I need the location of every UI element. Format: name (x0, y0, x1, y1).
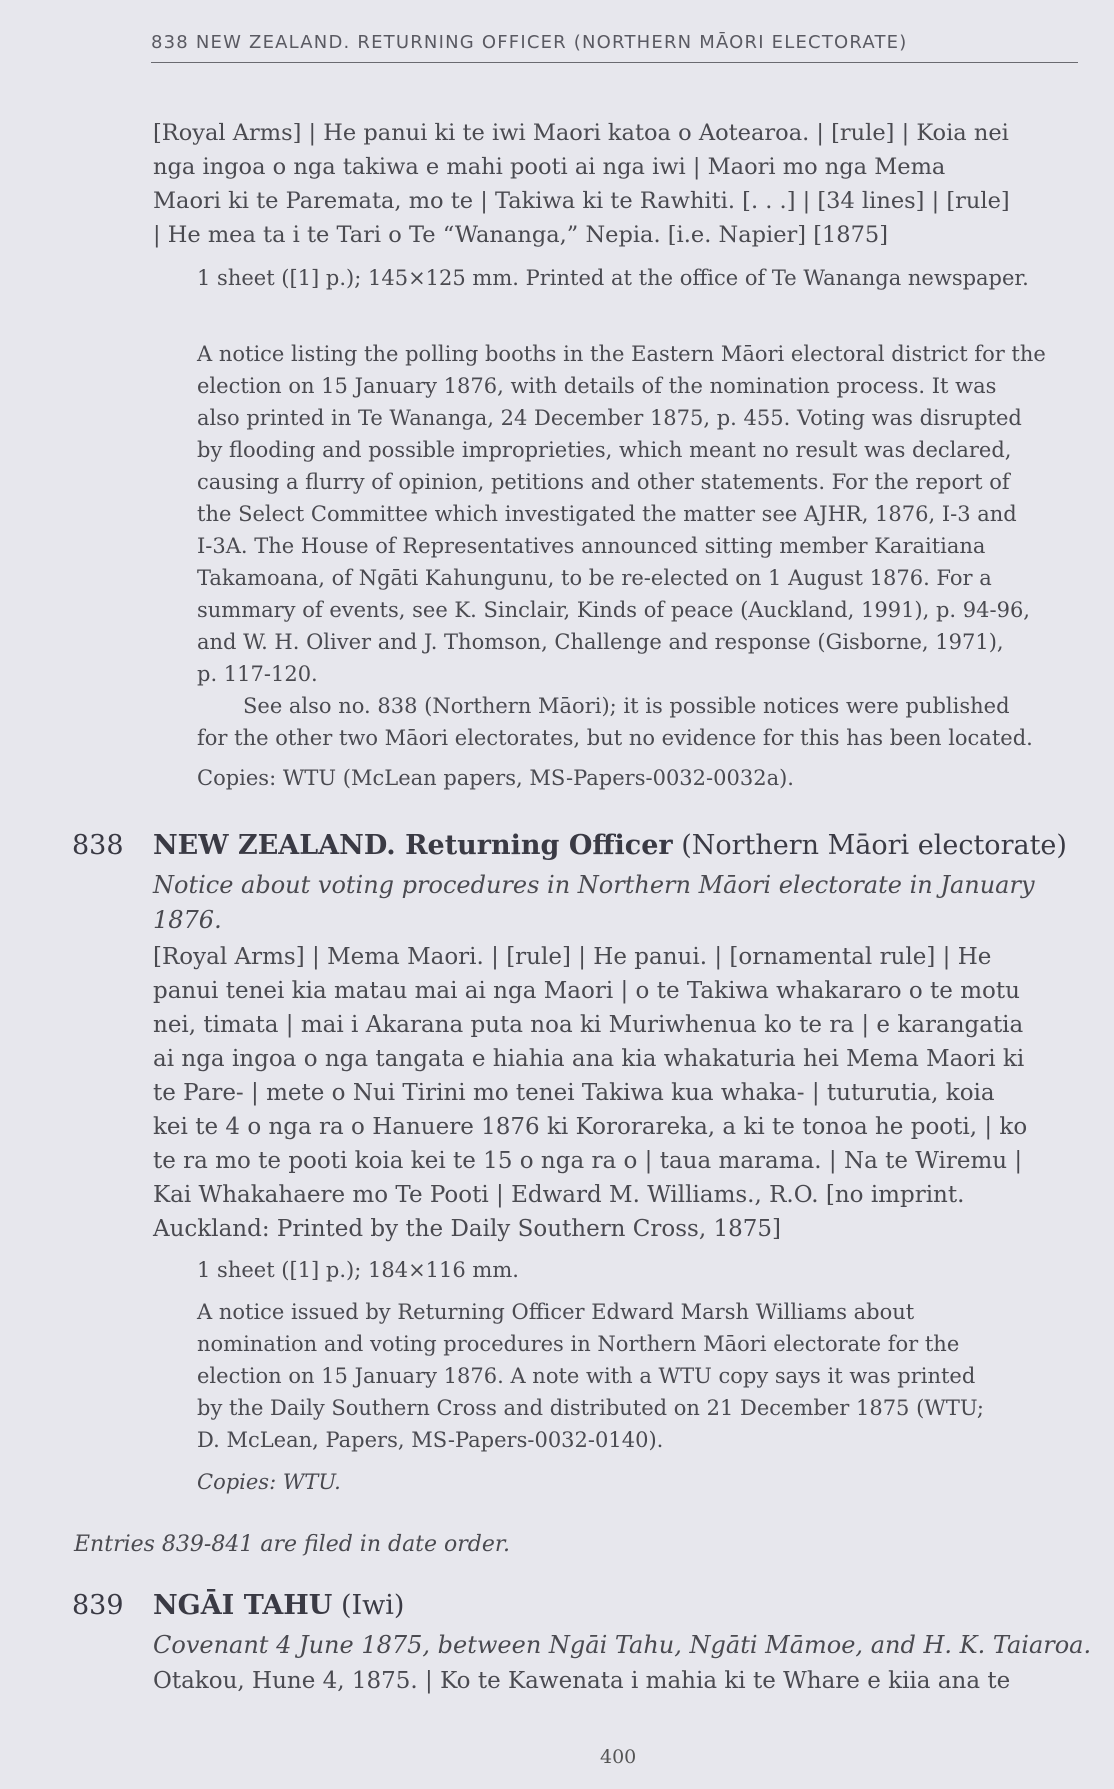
top-entry-physical-description (197, 262, 1077, 294)
entry-physical-description (197, 1254, 1077, 1286)
note-line: by flooding and possible improprieties, which meant no result was declared, (197, 438, 1012, 462)
top-entry-note (197, 338, 1077, 690)
transcription-line: te Pare- | mete o Nui Tirini mo tenei Takiwa kua whaka- | tuturutia, koia (153, 1080, 995, 1106)
running-head: 838 NEW ZEALAND. RETURNING OFFICER (NORTHERN MĀORI ELECTORATE) (151, 32, 908, 53)
entry-number: 839 (72, 1590, 124, 1621)
entry-number: 838 (72, 830, 124, 861)
physical-description: 1 sheet ([1] p.); 145×125 mm. Printed at the office of Te Wananga newspaper. (197, 266, 1029, 290)
filing-note: Entries 839-841 are filed in date order. (74, 1532, 510, 1557)
transcription-line: [Royal Arms] | Mema Maori. | [rule] | He panui. | [ornamental rule] | He (153, 944, 992, 970)
transcription-line: Maori ki te Paremata, mo te | Takiwa ki te Rawhiti. [. . .] | [34 lines] | [rule] (153, 188, 1010, 214)
title-line: Notice about voting procedures in Northern Māori electorate in January (153, 871, 1035, 899)
entry-title (153, 1628, 1092, 1663)
entry-heading-qualifier: (Northern Māori electorate) (681, 830, 1067, 861)
note-line: the Select Committee which investigated the matter see AJHR, 1876, I-3 and (197, 502, 1017, 526)
transcription-line: nga ingoa o nga takiwa e mahi pooti ai nga iwi | Maori mo nga Mema (153, 154, 946, 180)
note-line: nomination and voting procedures in Northern Māori electorate for the (197, 1332, 960, 1356)
transcription-line: nei, timata | mai i Akarana puta noa ki Muriwhenua ko te ra | e karangatia (153, 1012, 1024, 1038)
note-line: election on 15 January 1876. A note with a WTU copy says it was printed (197, 1364, 976, 1388)
transcription-line: Auckland: Printed by the Daily Southern Cross, 1875] (153, 1216, 781, 1242)
note-line: A notice listing the polling booths in the Eastern Māori electoral district for the (197, 342, 1046, 366)
page-number: 400 (600, 1746, 637, 1768)
note-line: A notice issued by Returning Officer Edward Marsh Williams about (197, 1300, 915, 1324)
copies-line: Copies: WTU. (197, 1470, 341, 1494)
transcription-line: te ra mo te pooti koia kei te 15 o nga ra o | taua marama. | Na te Wiremu | (153, 1148, 1023, 1174)
transcription-line: Otakou, Hune 4, 1875. | Ko te Kawenata i mahia ki te Whare e kiia ana te (153, 1668, 1011, 1694)
title-line: 1876. (153, 906, 222, 934)
see-also-line: for the other two Māori electorates, but no evidence for this has been located. (197, 726, 1033, 750)
header-rule (151, 62, 1078, 63)
transcription-line: ai nga ingoa o nga tangata e hiahia ana kia whakaturia hei Mema Maori ki (153, 1046, 1025, 1072)
note-line: p. 117-120. (197, 662, 318, 686)
entry-transcription (153, 940, 1083, 1246)
entry-heading-qualifier: (Iwi) (340, 1590, 405, 1621)
note-line: D. McLean, Papers, MS-Papers-0032-0140). (197, 1428, 664, 1452)
copies-line: Copies: WTU (McLean papers, MS-Papers-0032-0032a). (197, 766, 794, 790)
entry-note (197, 1296, 1077, 1456)
note-line: Takamoana, of Ngāti Kahungunu, to be re-elected on 1 August 1876. For a (197, 566, 992, 590)
transcription-line: | He mea ta i te Tari o Te “Wananga,” Nepia. [i.e. Napier] [1875] (153, 222, 889, 248)
entry-title (153, 868, 1083, 938)
top-entry-copies (197, 762, 1077, 794)
title-line: Covenant 4 June 1875, between Ngāi Tahu, Ngāti Māmoe, and H. K. Taiaroa. (153, 1631, 1092, 1659)
top-entry-see-also (197, 690, 1077, 754)
entry-heading (153, 1590, 404, 1621)
entry-heading-main: NEW ZEALAND. Returning Officer (153, 830, 673, 861)
entry-heading-main: NGĀI TAHU (153, 1590, 333, 1621)
transcription-line: panui tenei kia matau mai ai nga Maori | o te Takiwa whakararo o te motu (153, 978, 1020, 1004)
see-also-line: See also no. 838 (Northern Māori); it is possible notices were published (243, 694, 1010, 718)
note-line: I-3A. The House of Representatives announced sitting member Karaitiana (197, 534, 986, 558)
note-line: causing a flurry of opinion, petitions and other statements. For the report of (197, 470, 1010, 494)
note-line: and W. H. Oliver and J. Thomson, Challenge and response (Gisborne, 1971), (197, 630, 1004, 654)
transcription-line: Kai Whakahaere mo Te Pooti | Edward M. Williams., R.O. [no imprint. (153, 1182, 965, 1208)
transcription-line: [Royal Arms] | He panui ki te iwi Maori katoa o Aotearoa. | [rule] | Koia nei (153, 120, 1009, 146)
note-line: also printed in Te Wananga, 24 December 1875, p. 455. Voting was disrupted (197, 406, 1022, 430)
entry-transcription (153, 1664, 1083, 1698)
entry-heading (153, 830, 1067, 861)
transcription-line: kei te 4 o nga ra o Hanuere 1876 ki Kororareka, a ki te tonoa he pooti, | ko (153, 1114, 1028, 1140)
entry-copies (197, 1466, 1077, 1498)
note-line: summary of events, see K. Sinclair, Kinds of peace (Auckland, 1991), p. 94-96, (197, 598, 1030, 622)
physical-description: 1 sheet ([1] p.); 184×116 mm. (197, 1258, 519, 1282)
note-line: by the Daily Southern Cross and distributed on 21 December 1875 (WTU; (197, 1396, 984, 1420)
top-entry-transcription (153, 116, 1073, 252)
note-line: election on 15 January 1876, with details of the nomination process. It was (197, 374, 997, 398)
